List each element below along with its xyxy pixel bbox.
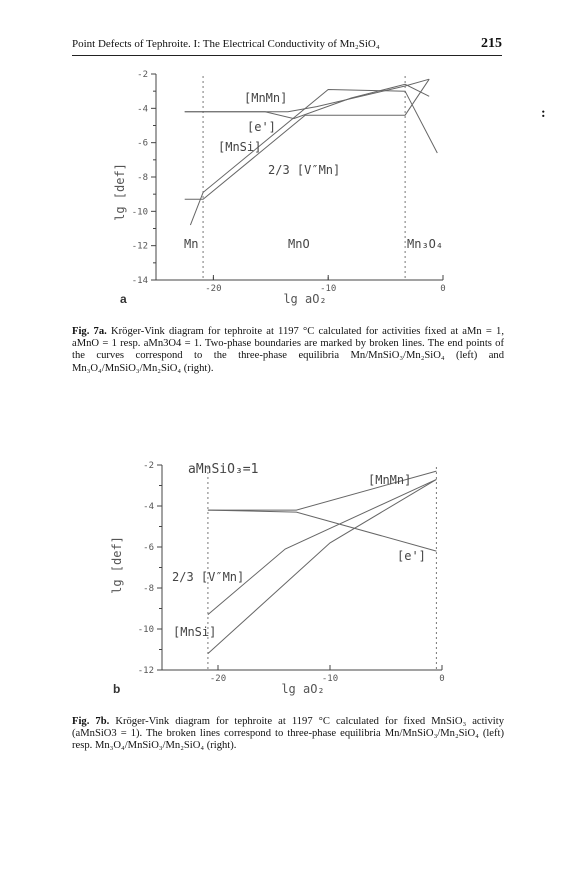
fig-b-activity-label: aMnSiO₃=1	[188, 462, 259, 477]
fig-b-label-mnmn: [MnMn]	[368, 473, 412, 487]
fig-b-ylabel: lg [def]	[110, 536, 124, 594]
fig-b-label-e: [e']	[397, 549, 426, 563]
caption-7b-text: Kröger-Vink diagram for tephroite at 1197 °C calculated for fixed MnSiO₃ activity (aMnSiO3 = 1). The broken lines correspond to three-phase equilibria Mn/MnSiO₃/Mn₂SiO₄ (left) resp. Mn₃O₄/MnSiO₃/Mn₂SiO₄ (right).	[72, 716, 504, 752]
fig-a-ytick-label-4: -6	[137, 138, 148, 149]
fig-a-xtick-label-0: -20	[205, 284, 222, 294]
fig-b-ytick-label-3: -6	[143, 543, 154, 553]
fig-a-ytick-label-1: -12	[131, 241, 148, 252]
fig-a-label-mnmn: [MnMn]	[244, 91, 288, 105]
fig-a-ytick-label-6: -2	[137, 70, 148, 80]
fig-b-series-1	[208, 510, 437, 551]
fig-a-ytick-label-3: -8	[137, 173, 148, 183]
fig-b-ytick-label-2: -8	[143, 584, 154, 594]
caption-7b	[72, 716, 504, 753]
fig-a-ytick-label-0: -14	[131, 276, 148, 286]
fig-a-region-mn: Mn	[184, 237, 199, 251]
fig-a-panel-label: a	[120, 292, 127, 306]
fig-a-ylabel: lg [def]	[113, 163, 127, 221]
fig-a-region-mn3o4: Mn₃O₄	[407, 237, 444, 251]
fig-a-xtick-label-2: 0	[440, 284, 446, 294]
fig-a-label-vmn: 2/3 [V″Mn]	[268, 163, 341, 177]
fig-b-xtick-label-1: -10	[321, 674, 339, 684]
fig-a-ytick-label-2: -10	[131, 207, 148, 218]
fig-b-ytick-label-1: -10	[137, 625, 154, 635]
header-title: Point Defects of Tephroite. I: The Electrical Conductivity of Mn₂SiO₄	[72, 38, 380, 50]
fig-a-region-mno: MnO	[288, 237, 310, 251]
fig-b-ytick-label-5: -2	[143, 461, 154, 471]
fig-a-ytick-label-5: -4	[137, 104, 148, 115]
fig-a-label-e: [e']	[247, 120, 276, 134]
fig-b-ytick-label-0: -12	[137, 666, 154, 676]
fig-a-xtick-label-1: -10	[320, 284, 337, 294]
fig-b-xtick-label-0: -20	[209, 674, 227, 684]
page-number: 215	[481, 36, 502, 51]
fig-b-label-mnsi: [MnSi]	[173, 625, 217, 639]
caption-7a-label: Fig. 7a.	[72, 326, 107, 337]
fig-b-label-vmn: 2/3 [V″Mn]	[172, 570, 245, 584]
fig-b-xlabel: lg aO₂	[281, 682, 325, 696]
fig-a-label-mnsi: [MnSi]	[218, 140, 262, 154]
fig-b-series-3	[208, 479, 437, 653]
fig-a-xlabel: lg aO₂	[283, 292, 327, 306]
margin-mark: :	[541, 106, 546, 121]
caption-7a-text: Kröger-Vink diagram for tephroite at 1197 °C calculated for activities fixed at aMn = 1, aMnO = 1 resp. aMn3O4 = 1. Two-phase boundaries are marked by broken lines. The end points of the curves correspond to the three-phase equilibria Mn/MnSiO₃/Mn₂SiO₄ (left) and Mn₃O₄/MnSiO₃/Mn₂SiO₄ (right).	[72, 326, 504, 374]
caption-7b-label: Fig. 7b.	[72, 716, 110, 727]
fig-b-ytick-label-4: -4	[143, 502, 154, 512]
fig-b-xtick-label-2: 0	[439, 674, 445, 684]
fig-b-panel-label: b	[113, 682, 121, 696]
